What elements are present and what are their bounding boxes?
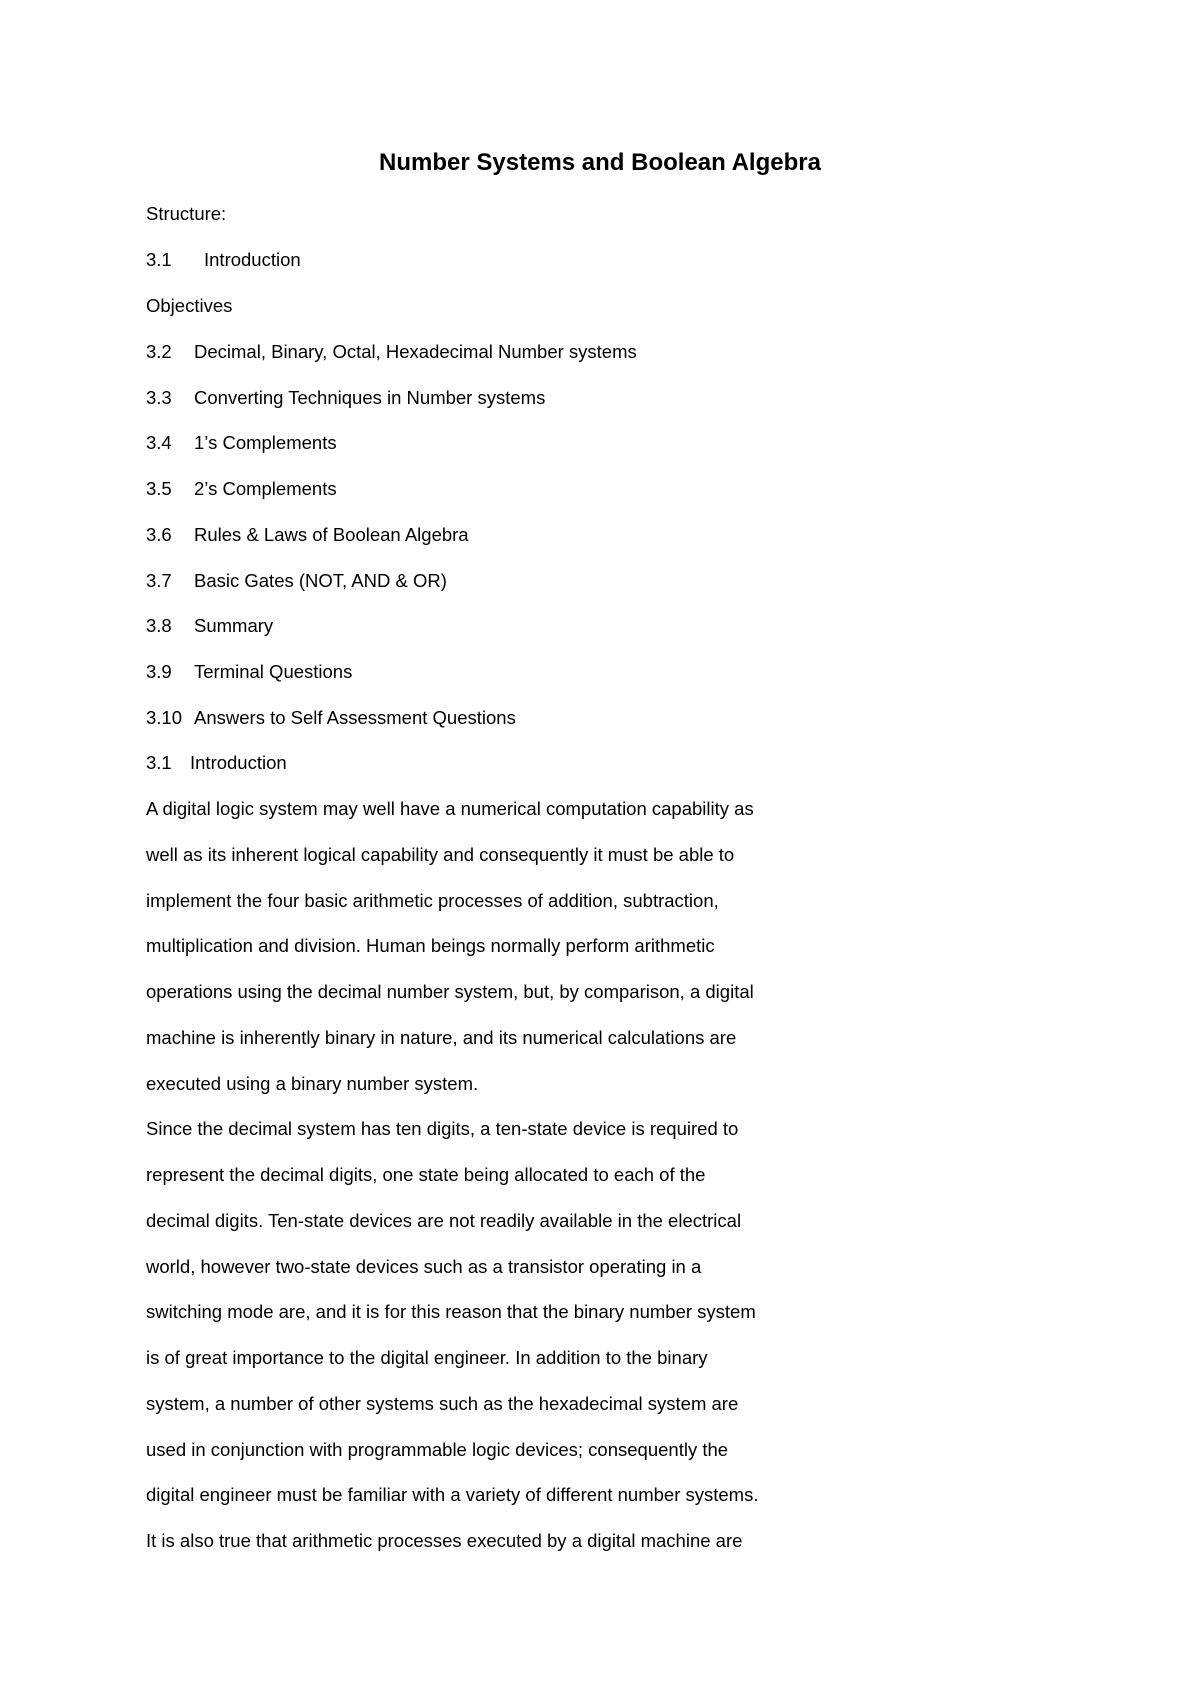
section-label: Introduction bbox=[190, 752, 287, 773]
body-line: system, a number of other systems such as the hexadecimal system are bbox=[146, 1393, 739, 1414]
body-line: digital engineer must be familiar with a variety of different number systems. bbox=[146, 1484, 759, 1505]
toc-item-label: Summary bbox=[194, 615, 274, 636]
body-line: world, however two-state devices such as a transistor operating in a bbox=[146, 1256, 702, 1277]
section-heading bbox=[146, 751, 287, 775]
toc-item-label: Decimal, Binary, Octal, Hexadecimal Number systems bbox=[194, 341, 637, 362]
structure-label: Structure: bbox=[146, 203, 227, 224]
toc-item-label: Basic Gates (NOT, AND & OR) bbox=[194, 570, 447, 591]
toc-item bbox=[146, 660, 352, 684]
toc-item bbox=[146, 477, 337, 501]
toc-item bbox=[146, 569, 447, 593]
objectives-label: Objectives bbox=[146, 295, 233, 316]
toc-item-label: Terminal Questions bbox=[194, 661, 353, 682]
toc-item-number: 3.6 bbox=[146, 524, 172, 545]
toc-item-intro bbox=[146, 248, 301, 272]
toc-item bbox=[146, 431, 337, 455]
toc-item-label: Introduction bbox=[204, 249, 301, 270]
body-line: well as its inherent logical capability and consequently it must be able to bbox=[146, 844, 735, 865]
toc-item-number: 3.2 bbox=[146, 341, 172, 362]
body-line: machine is inherently binary in nature, and its numerical calculations are bbox=[146, 1027, 737, 1048]
body-line: It is also true that arithmetic processes executed by a digital machine are bbox=[146, 1530, 743, 1551]
body-line: decimal digits. Ten-state devices are not readily available in the electrical bbox=[146, 1210, 742, 1231]
body-line: is of great importance to the digital engineer. In addition to the binary bbox=[146, 1347, 708, 1368]
body-line: represent the decimal digits, one state being allocated to each of the bbox=[146, 1164, 706, 1185]
toc-item bbox=[146, 386, 545, 410]
toc-item-number: 3.1 bbox=[146, 249, 172, 270]
toc-item bbox=[146, 340, 637, 364]
toc-item-label: 1’s Complements bbox=[194, 432, 337, 453]
body-line: operations using the decimal number system, but, by comparison, a digital bbox=[146, 981, 754, 1002]
toc-item-label: Rules & Laws of Boolean Algebra bbox=[194, 524, 469, 545]
toc-item-label: 2’s Complements bbox=[194, 478, 337, 499]
toc-item bbox=[146, 706, 516, 730]
body-line: used in conjunction with programmable logic devices; consequently the bbox=[146, 1439, 729, 1460]
body-line: Since the decimal system has ten digits, a ten-state device is required to bbox=[146, 1118, 739, 1139]
toc-item-number: 3.5 bbox=[146, 478, 172, 499]
toc-item-number: 3.10 bbox=[146, 707, 183, 728]
page-title: Number Systems and Boolean Algebra bbox=[379, 149, 821, 176]
toc-item-number: 3.3 bbox=[146, 387, 172, 408]
body-line: switching mode are, and it is for this reason that the binary number system bbox=[146, 1301, 756, 1322]
toc-item bbox=[146, 523, 469, 547]
body-line: A digital logic system may well have a numerical computation capability as bbox=[146, 798, 754, 819]
toc-item-label: Converting Techniques in Number systems bbox=[194, 387, 546, 408]
body-line: multiplication and division. Human beings normally perform arithmetic bbox=[146, 935, 715, 956]
body-line: implement the four basic arithmetic processes of addition, subtraction, bbox=[146, 890, 719, 911]
body-line: executed using a binary number system. bbox=[146, 1073, 479, 1094]
toc-item-label: Answers to Self Assessment Questions bbox=[194, 707, 516, 728]
toc-item-number: 3.7 bbox=[146, 570, 172, 591]
toc-item bbox=[146, 614, 273, 638]
toc-item-number: 3.9 bbox=[146, 661, 172, 682]
section-number: 3.1 bbox=[146, 752, 172, 773]
toc-item-number: 3.8 bbox=[146, 615, 172, 636]
toc-item-number: 3.4 bbox=[146, 432, 172, 453]
